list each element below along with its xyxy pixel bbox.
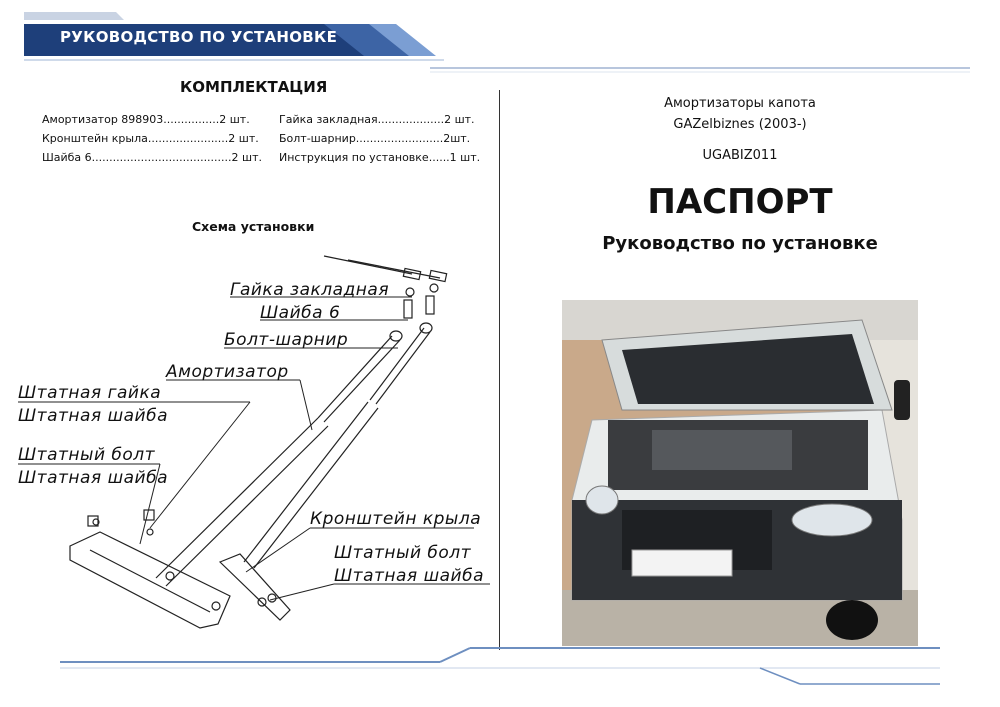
label-washer-6: Шайба 6 [260,303,341,323]
vehicle-photo [562,300,918,646]
kit-item: Гайка закладная...................2 шт. [279,113,475,126]
column-divider [499,90,500,650]
kit-item: Амортизатор 898903................2 шт. [42,113,250,126]
label-standard-washer: Штатная шайба [18,468,168,488]
kit-title: КОМПЛЕКТАЦИЯ [180,78,328,96]
label-fender-bracket: Кронштейн крыла [310,509,482,529]
passport-title: ПАСПОРТ [647,182,833,222]
kit-item: Болт-шарнир.........................2шт. [279,132,471,145]
kit-left-list [42,110,262,167]
label-standard-washer: Штатная шайба [18,406,168,426]
product-line-2: GAZelbiznes (2003-) [673,117,807,132]
kit-right-list [279,110,480,167]
product-line-1: Амортизаторы капота [664,96,816,111]
footer-rule [60,640,940,690]
scheme-title: Схема установки [192,219,315,234]
label-shock-absorber: Амортизатор [166,362,289,382]
kit-item: Шайба 6........................................2 шт. [42,151,262,164]
label-ball-bolt: Болт-шарнир [224,330,349,350]
guide-subtitle: Руководство по установке [602,233,878,254]
label-standard-bolt: Штатный болт [18,445,156,465]
label-standard-washer: Штатная шайба [334,566,484,586]
product-code: UGABIZ011 [702,148,778,163]
header-title: РУКОВОДСТВО ПО УСТАНОВКЕ [60,28,338,46]
label-nut-insert: Гайка закладная [230,280,390,300]
kit-item: Кронштейн крыла.......................2 шт. [42,132,259,145]
label-standard-bolt: Штатный болт [334,543,472,563]
kit-item: Инструкция по установке......1 шт. [279,151,481,164]
label-standard-nut: Штатная гайка [18,383,162,403]
header-rule [430,56,970,76]
vehicle-photo-graphic [562,300,918,646]
